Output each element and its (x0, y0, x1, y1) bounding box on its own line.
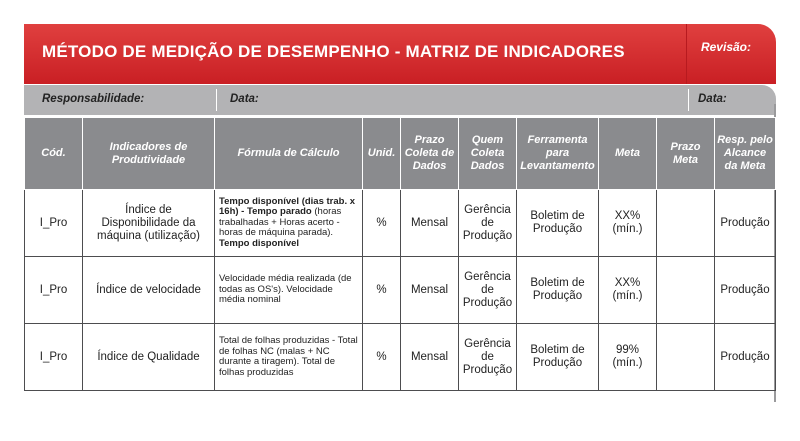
cell-collector: Gerência de Produção (459, 324, 517, 391)
revision-cell (686, 24, 777, 84)
indicators-table (24, 117, 776, 391)
formula-text: (horas trabalhadas + Horas acerto - horas de máquina parada). (219, 206, 342, 239)
col-header-unit: Unid. (363, 118, 401, 190)
table-row (25, 324, 776, 391)
cell-collection-period: Mensal (401, 190, 459, 257)
cell-collector: Gerência de Produção (459, 257, 517, 324)
date-label-right: Data: (698, 93, 727, 105)
cell-indicator: Índice de velocidade (83, 257, 215, 324)
revision-label: Revisão: (700, 40, 751, 54)
cell-responsible: Produção (715, 190, 776, 257)
table-header-row (25, 118, 776, 190)
cell-goal: XX%(mín.) (599, 190, 657, 257)
cell-goal: XX%(mín.) (599, 257, 657, 324)
cell-collection-period: Mensal (401, 257, 459, 324)
col-header-code: Cód. (25, 118, 83, 190)
cell-indicator: Índice de Disponibilidade da máquina (utilização) (83, 190, 215, 257)
cell-responsible: Produção (715, 257, 776, 324)
formula-bold-text: Tempo disponível (dias trab. x 16h) - Tempo parado (219, 195, 356, 218)
date-label-left: Data: (230, 93, 259, 105)
cell-formula: Total de folhas produzidas - Total de folhas NC (malas + NC durante a tiragem). Total de folhas produzidas (215, 324, 363, 391)
cell-unit: % (363, 190, 401, 257)
cell-unit: % (363, 257, 401, 324)
cell-responsible: Produção (715, 324, 776, 391)
col-header-goal: Meta (599, 118, 657, 190)
divider (688, 89, 689, 111)
cell-indicator: Índice de Qualidade (83, 324, 215, 391)
cell-tool: Boletim de Produção (517, 324, 599, 391)
col-header-formula: Fórmula de Cálculo (215, 118, 363, 190)
table-row (25, 190, 776, 257)
table-row (25, 257, 776, 324)
responsibility-label: Responsabilidade: (42, 93, 145, 105)
cell-goal-period (657, 190, 715, 257)
col-header-goal-period: Prazo Meta (657, 118, 715, 190)
cell-collector: Gerência de Produção (459, 190, 517, 257)
meta-band (24, 85, 776, 115)
cell-formula (215, 190, 363, 257)
cell-tool: Boletim de Produção (517, 257, 599, 324)
cell-goal-period (657, 324, 715, 391)
cell-unit: % (363, 324, 401, 391)
cell-collection-period: Mensal (401, 324, 459, 391)
cell-code: I_Pro (25, 257, 83, 324)
cell-tool: Boletim de Produção (517, 190, 599, 257)
indicator-matrix-document (24, 24, 776, 402)
title-band (24, 24, 776, 84)
col-header-responsible: Resp. pelo Alcance da Meta (715, 118, 776, 190)
col-header-collector: Quem Coleta Dados (459, 118, 517, 190)
cell-code: I_Pro (25, 190, 83, 257)
cell-formula: Velocidade média realizada (de todas as OS's). Velocidade média nominal (215, 257, 363, 324)
col-header-indicator: Indicadores de Produtividade (83, 118, 215, 190)
page-title: MÉTODO DE MEDIÇÃO DE DESEMPENHO - MATRIZ DE INDICADORES (42, 42, 625, 61)
cell-goal-period (657, 257, 715, 324)
col-header-tool: Ferramenta para Levantamento (517, 118, 599, 190)
col-header-collection-period: Prazo Coleta de Dados (401, 118, 459, 190)
cell-goal: 99%(mín.) (599, 324, 657, 391)
cell-code: I_Pro (25, 324, 83, 391)
divider (216, 89, 217, 111)
formula-bold-text: Tempo disponível (219, 237, 300, 249)
